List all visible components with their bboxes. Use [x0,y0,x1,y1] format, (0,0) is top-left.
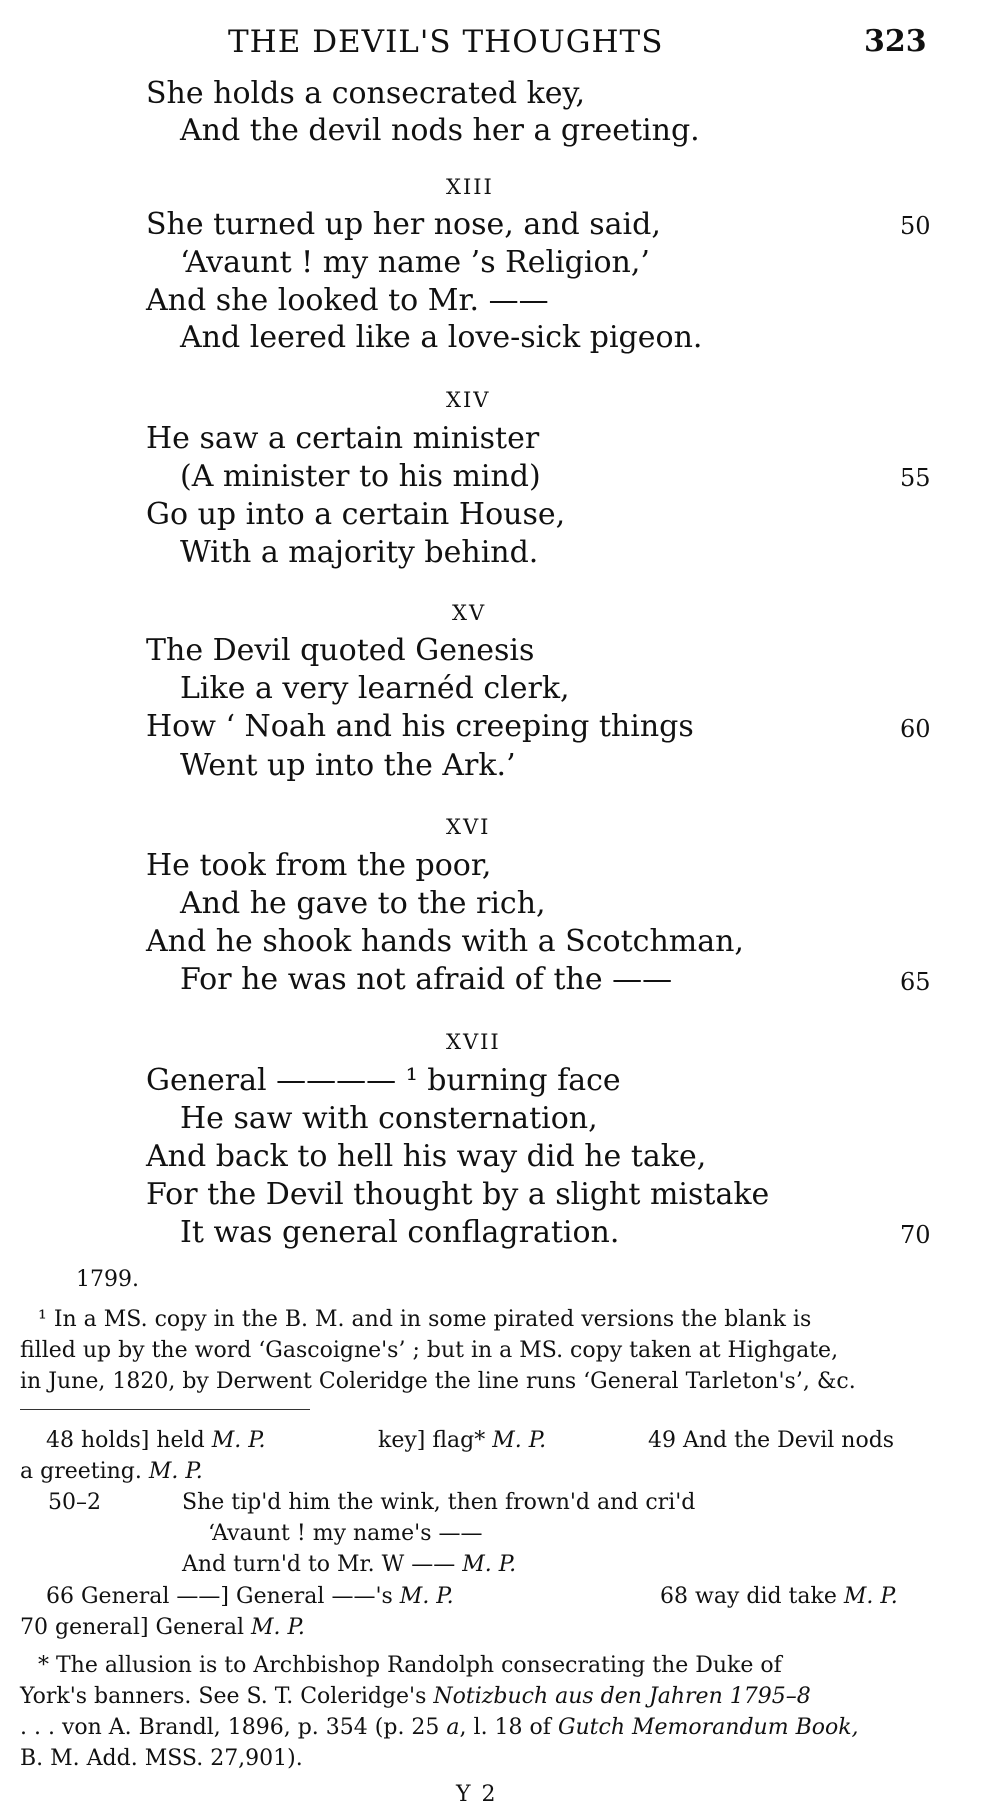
poem-line: (A minister to his mind) [180,459,541,494]
editorial-note-line: . . . von A. Brandl, 1896, p. 354 (p. 25 a, l. 18 of Gutch Memorandum Book, [20,1715,859,1740]
poem-line: He saw a certain minister [146,421,540,456]
footnote-line: in June, 1820, by Derwent Coleridge the line runs ‘General Tarleton's’, &c. [20,1369,856,1394]
poem-line: Like a very learnéd clerk, [180,671,570,706]
page-number: 323 [864,24,927,59]
stanza-number: XVI [446,815,491,839]
line-number: 60 [900,715,931,743]
poem-line: With a majority behind. [180,535,539,570]
variant-reading: a greeting. M. P. [20,1459,203,1484]
poem-line: It was general conflagration. [180,1215,620,1250]
poem-line: And he gave to the rich, [180,886,546,921]
variant-reading: key] flag* M. P. [378,1428,547,1453]
poem-line: General ———— ¹ burning face [146,1063,621,1098]
poem-line: He took from the poor, [146,848,492,883]
editorial-note-line: York's banners. See S. T. Coleridge's Notizbuch aus den Jahren 1795–8 [20,1684,811,1709]
poem-line: She holds a consecrated key, [146,76,586,111]
poem-line: How ‘ Noah and his creeping things [146,709,694,744]
editorial-note-line: * The allusion is to Archbishop Randolph consecrating the Duke of [38,1653,782,1678]
running-head: THE DEVIL'S THOUGHTS [228,24,664,60]
footnote-line: ¹ In a MS. copy in the B. M. and in some pirated versions the blank is [38,1307,812,1332]
composition-date: 1799. [76,1267,139,1292]
variant-reading: 48 holds] held M. P. [46,1428,266,1453]
poem-line: For he was not afraid of the —— [180,962,673,997]
poem-line: Went up into the Ark.’ [180,748,516,783]
variant-reading: ‘Avaunt ! my name's —— [208,1521,483,1546]
poem-line: ‘Avaunt ! my name ’s Religion,’ [180,245,650,280]
poem-line: Go up into a certain House, [146,497,566,532]
variant-line-number: 50–2 [48,1490,101,1515]
poem-line: And she looked to Mr. —— [146,283,549,318]
line-number: 55 [900,464,931,492]
stanza-number: XV [452,601,487,625]
line-number: 70 [900,1221,931,1249]
variant-reading: 49 And the Devil nods [648,1428,895,1453]
line-number: 50 [900,212,931,240]
variant-reading: 68 way did take M. P. [660,1584,898,1609]
poem-line: She turned up her nose, and said, [146,207,661,242]
poem-line: And leered like a love-sick pigeon. [180,320,703,355]
stanza-number: XIV [446,388,491,412]
stanza-number: XIII [446,175,494,199]
poem-line: And back to hell his way did he take, [146,1139,707,1174]
signature-mark: Y 2 [456,1782,498,1807]
footnote-rule [20,1409,310,1410]
variant-reading: She tip'd him the wink, then frown'd and cri'd [182,1490,696,1515]
poem-line: He saw with consternation, [180,1101,598,1136]
variant-reading: 70 general] General M. P. [20,1615,305,1640]
editorial-note-line: B. M. Add. MSS. 27,901). [20,1746,303,1771]
poem-line: The Devil quoted Genesis [146,633,535,668]
poem-line: And the devil nods her a greeting. [180,113,700,148]
stanza-number: XVII [446,1030,501,1054]
footnote-line: filled up by the word ‘Gascoigne's’ ; but in a MS. copy taken at Highgate, [20,1338,839,1363]
poem-line: And he shook hands with a Scotchman, [146,924,744,959]
variant-reading: 66 General ——] General ——'s M. P. [46,1584,454,1609]
line-number: 65 [900,968,931,996]
poem-line: For the Devil thought by a slight mistake [146,1177,770,1212]
variant-reading: And turn'd to Mr. W —— M. P. [182,1552,517,1577]
